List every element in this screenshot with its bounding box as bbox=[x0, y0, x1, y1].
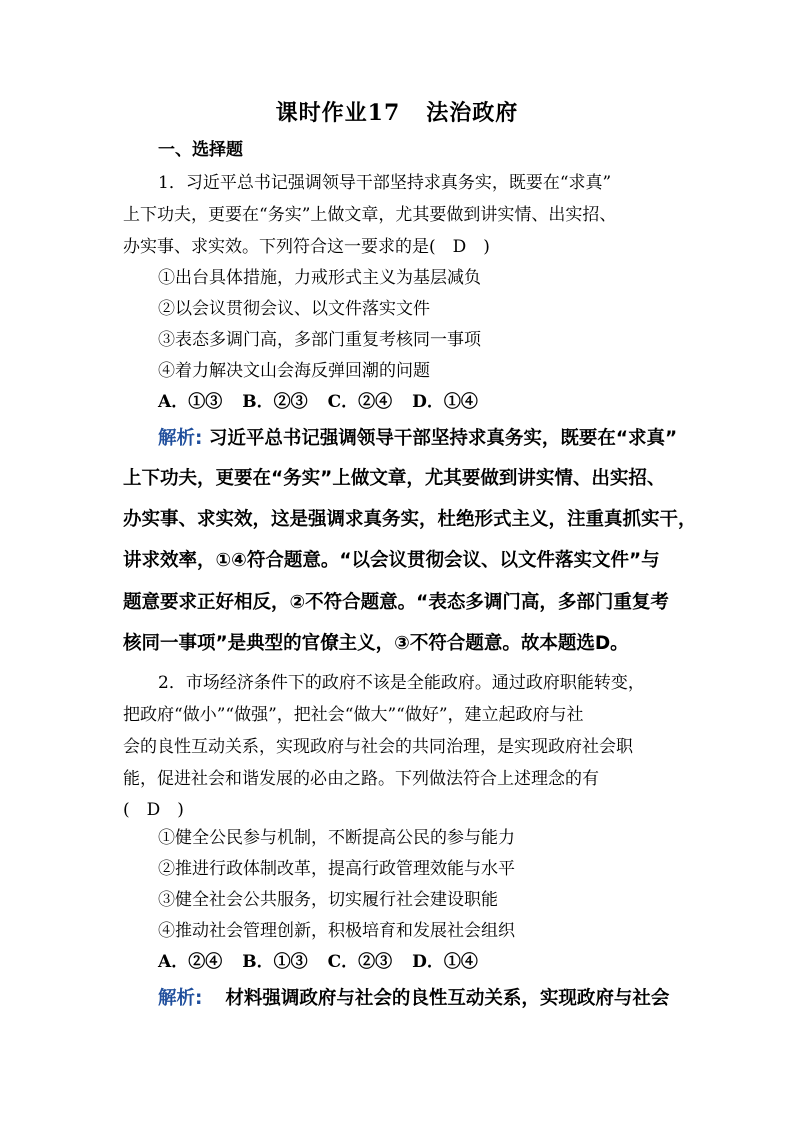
q2-choice-a: A．②④ bbox=[158, 952, 223, 972]
q1-choice-a: A．①③ bbox=[158, 392, 223, 412]
section-heading: 一、选择题 bbox=[158, 140, 243, 160]
q2-item: ④推动社会管理创新，积极培育和发展社会组织 bbox=[158, 921, 515, 941]
q2-item: ③健全社会公共服务，切实履行社会建设职能 bbox=[158, 890, 498, 910]
q2-analysis-line bbox=[158, 988, 669, 1010]
q1-analysis-line bbox=[158, 428, 677, 450]
q1-analysis-line: 上下功夫，更要在“务实”上做文章，尤其要做到讲实情、出实招、 bbox=[123, 468, 666, 489]
q1-analysis-label: 解析: bbox=[158, 428, 203, 449]
q1-item: ①出台具体措施，力戒形式主义为基层减负 bbox=[158, 268, 481, 288]
q2-stem-line: 会的良性互动关系，实现政府与社会的共同治理，是实现政府社会职 bbox=[123, 737, 633, 757]
title-main: 课时作业17 bbox=[275, 100, 401, 126]
q2-item: ①健全公民参与机制，不断提高公民的参与能力 bbox=[158, 828, 515, 848]
q2-stem-line: 把政府“做小”“做强”，把社会“做大”“做好”，建立起政府与社 bbox=[123, 705, 584, 725]
q1-analysis-line: 办实事、求实效，这是强调求真务实，杜绝形式主义，注重真抓实干， bbox=[123, 509, 697, 530]
q1-stem-line: 办实事、求实效。下列符合这一要求的是( D ) bbox=[123, 237, 490, 257]
q1-analysis-line: 核同一事项”是典型的官僚主义，③不符合题意。故本题选D。 bbox=[123, 633, 629, 654]
q2-item: ②推进行政体制改革，提高行政管理效能与水平 bbox=[158, 859, 515, 879]
q1-stem-line: 上下功夫，更要在“务实”上做文章，尤其要做到讲实情、出实招、 bbox=[123, 205, 617, 225]
title-topic: 法治政府 bbox=[426, 100, 519, 126]
q1-choice-c: C．②④ bbox=[327, 392, 393, 412]
q2-analysis-label: 解析: bbox=[158, 988, 203, 1009]
q1-stem-line: 1．习近平总书记强调领导干部坚持求真务实，既要在“求真” bbox=[158, 173, 612, 193]
q2-choice-d: D．①④ bbox=[412, 952, 478, 972]
q1-analysis-text: 习近平总书记强调领导干部坚持求真务实，既要在“求真” bbox=[208, 428, 678, 449]
q1-analysis-line: 讲求效率，①④符合题意。“以会议贯彻会议、以文件落实文件”与 bbox=[123, 550, 660, 571]
q1-choices bbox=[158, 392, 498, 412]
page-title bbox=[0, 96, 794, 127]
q2-choices bbox=[158, 952, 498, 972]
q1-item: ④着力解决文山会海反弹回潮的问题 bbox=[158, 361, 430, 381]
q1-choice-d: D．①④ bbox=[412, 392, 478, 412]
q2-stem-line: 2．市场经济条件下的政府不该是全能政府。通过政府职能转变， bbox=[158, 673, 645, 693]
q1-item: ②以会议贯彻会议、以文件落实文件 bbox=[158, 299, 430, 319]
q2-stem-line: 能，促进社会和谐发展的必由之路。下列做法符合上述理念的有 bbox=[123, 769, 599, 789]
q1-choice-b: B．②③ bbox=[242, 392, 308, 412]
q1-analysis-line: 题意要求正好相反，②不符合题意。“表态多调门高，多部门重复考 bbox=[123, 592, 669, 613]
q2-choice-c: C．②③ bbox=[327, 952, 393, 972]
q1-item: ③表态多调门高，多部门重复考核同一事项 bbox=[158, 330, 481, 350]
q2-answer-bracket: ( D ) bbox=[123, 800, 184, 820]
q2-choice-b: B．①③ bbox=[242, 952, 308, 972]
q2-analysis-text: 材料强调政府与社会的良性互动关系，实现政府与社会 bbox=[225, 988, 670, 1009]
